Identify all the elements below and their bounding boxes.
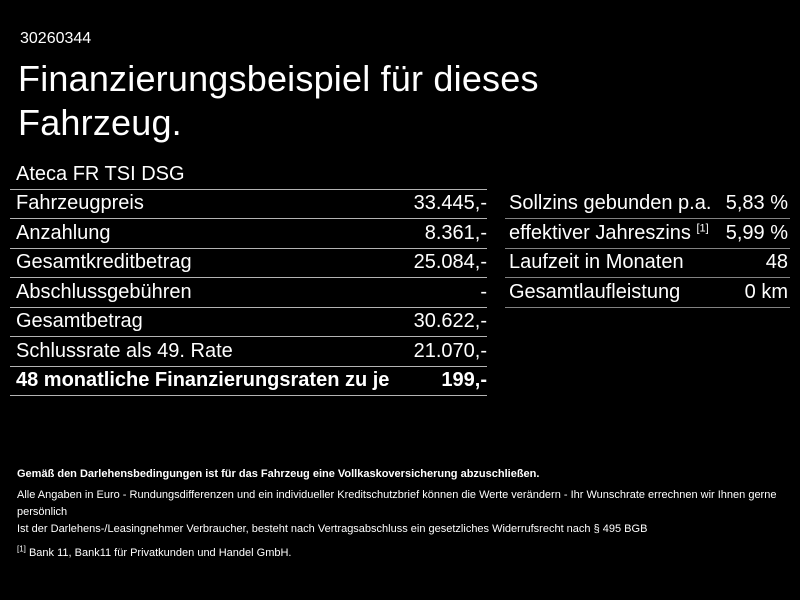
table-row-gesamtbetrag bbox=[10, 308, 487, 338]
row-label: Gesamtlaufleistung bbox=[509, 280, 681, 303]
row-value: 25.084,- bbox=[413, 251, 487, 274]
table-row-fahrzeugpreis bbox=[10, 190, 487, 220]
row-label: Fahrzeugpreis bbox=[16, 192, 144, 215]
table-row-abschlussgebuehren bbox=[10, 278, 487, 308]
row-value: 33.445,- bbox=[413, 192, 487, 215]
table-row-monatsrate-total bbox=[10, 367, 487, 397]
row-label: Gesamtbetrag bbox=[16, 310, 143, 333]
row-label: Sollzins gebunden p.a. bbox=[509, 192, 712, 215]
row-value: 0 km bbox=[744, 280, 788, 303]
row-label: Laufzeit in Monaten bbox=[509, 251, 684, 274]
vehicle-model: Ateca FR TSI DSG bbox=[16, 162, 185, 185]
page-title-line1: Finanzierungsbeispiel für dieses bbox=[18, 58, 539, 99]
vehicle-id-number: 30260344 bbox=[20, 30, 92, 47]
row-value: 48 bbox=[765, 251, 788, 274]
table-row-laufzeit bbox=[505, 249, 790, 279]
withdrawal-right-note: Ist der Darlehens-/Leasingnehmer Verbraucher, besteht nach Vertragsabschluss ein gesetzliches Widerrufsrecht nach § 495 BGB bbox=[17, 523, 648, 535]
page-title-line2: Fahrzeug. bbox=[18, 102, 182, 143]
bank-footnote bbox=[17, 545, 787, 562]
table-row-gesamtkreditbetrag bbox=[10, 249, 487, 279]
row-label: Abschlussgebühren bbox=[16, 280, 192, 303]
table-row-sollzins bbox=[505, 190, 790, 220]
interest-details-table bbox=[505, 190, 790, 308]
table-header-row bbox=[10, 160, 487, 190]
row-value: - bbox=[480, 280, 487, 303]
row-value: 5,83 % bbox=[725, 192, 788, 215]
legal-footer bbox=[17, 466, 787, 562]
footnote-text: Bank 11, Bank11 für Privatkunden und Handel GmbH. bbox=[25, 547, 292, 559]
row-value: 199,- bbox=[441, 369, 487, 392]
page-title bbox=[18, 57, 539, 145]
table-row-gesamtlaufleistung bbox=[505, 278, 790, 308]
row-value: 21.070,- bbox=[413, 339, 487, 362]
row-value: 30.622,- bbox=[413, 310, 487, 333]
row-label-text: effektiver Jahreszins bbox=[509, 221, 697, 244]
footnote-ref-marker: [1] bbox=[696, 222, 709, 235]
row-label: Schlussrate als 49. Rate bbox=[16, 339, 233, 362]
row-value: 5,99 % bbox=[725, 221, 788, 244]
disclaimer-line: Alle Angaben in Euro - Rundungsdifferenzen und ein individueller Kreditschutzbrief können die Werte verändern - Ihr Wunschrate errechnen wir Ihnen gerne persönlich bbox=[17, 489, 777, 518]
insurance-requirement-note: Gemäß den Darlehensbedingungen ist für das Fahrzeug eine Vollkaskoversicherung abzuschließen. bbox=[17, 468, 540, 480]
row-label: Gesamtkreditbetrag bbox=[16, 251, 192, 274]
table-row-effektiver-jahreszins bbox=[505, 219, 790, 249]
footnote-marker: [1] bbox=[17, 544, 26, 554]
row-label: Anzahlung bbox=[16, 221, 111, 244]
row-label bbox=[509, 222, 709, 245]
financing-details-table bbox=[10, 160, 487, 396]
table-row-anzahlung bbox=[10, 219, 487, 249]
row-value: 8.361,- bbox=[424, 221, 487, 244]
table-row-schlussrate bbox=[10, 337, 487, 367]
row-label: 48 monatliche Finanzierungsraten zu je bbox=[16, 369, 390, 392]
